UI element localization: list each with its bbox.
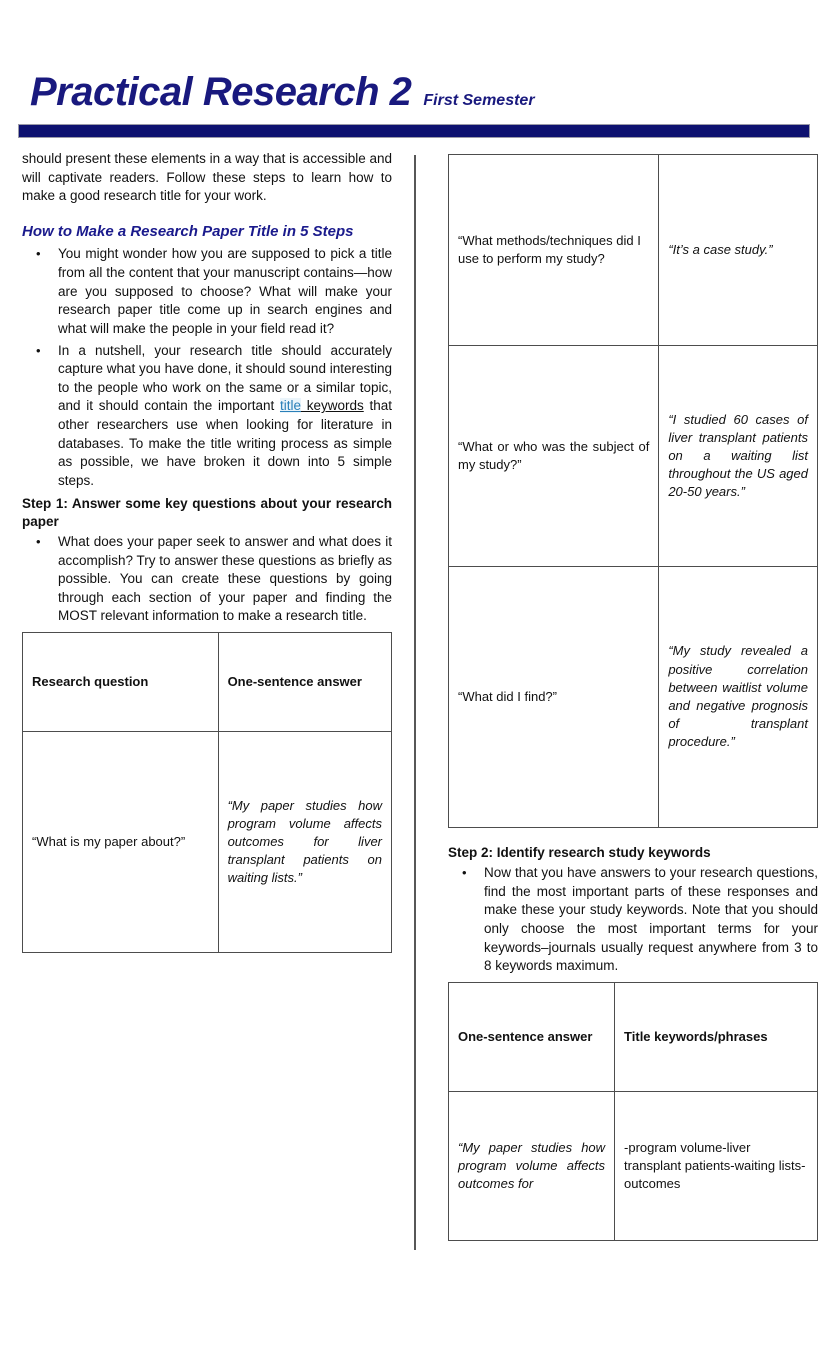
header-title-row — [30, 72, 535, 112]
document-header — [0, 0, 828, 150]
table-row — [449, 1091, 818, 1240]
table-row — [449, 346, 818, 567]
cell-research-question: “What or who was the subject of my study?” — [449, 346, 659, 567]
column-header-one-sentence-answer: One-sentence answer — [218, 633, 391, 732]
two-column-body — [0, 150, 828, 1270]
cell-title-keywords: -program volume-liver transplant patients-waiting lists-outcomes — [615, 1091, 818, 1240]
list-item — [58, 342, 392, 491]
table-row — [23, 732, 392, 953]
right-column — [448, 150, 818, 1241]
column-header-one-sentence-answer: One-sentence answer — [449, 982, 615, 1091]
step-2-heading: Step 2: Identify research study keywords — [448, 845, 711, 860]
cell-one-sentence-answer: “My study revealed a positive correlation between waitlist volume and negative prognosis of transplant procedure.” — [659, 567, 818, 828]
step-1-heading: Step 1: Answer some key questions about your research paper — [22, 495, 392, 529]
research-question-table-continued — [448, 154, 818, 828]
list-item: • What does your paper seek to answer and what does it accomplish? Try to answer these questions as briefly as possible. You can create these questions by going through each section of your paper and finding the MOST relevant information to make a research title. — [58, 533, 392, 626]
cell-research-question: “What is my paper about?” — [23, 732, 219, 953]
cell-one-sentence-answer: “It’s a case study.” — [659, 155, 818, 346]
cell-one-sentence-answer: “My paper studies how program volume affects outcomes for — [449, 1091, 615, 1240]
header-rule-bar — [18, 124, 810, 138]
title-keywords-link-tail[interactable]: keywords — [301, 398, 364, 414]
title-keywords-table — [448, 982, 818, 1241]
column-divider — [414, 155, 416, 1250]
cell-one-sentence-answer: “My paper studies how program volume affects outcomes for liver transplant patients on waiting lists.” — [218, 732, 391, 953]
section-heading-how-to-make-title: How to Make a Research Paper Title in 5 Steps — [22, 222, 354, 240]
research-question-table — [22, 632, 392, 953]
cell-research-question: “What did I find?” — [449, 567, 659, 828]
table-row — [449, 155, 818, 346]
bullet-text-part-1: In a nutshell, your research title should accurately capture what you have done, it should sound interesting to the people who work on the same or a similar topic, and it should contain the important — [58, 342, 392, 414]
table-header-row — [23, 633, 392, 732]
step-1-bullet-list — [22, 533, 392, 626]
page-subtitle: First Semester — [423, 92, 535, 109]
step-2-bullet-list — [448, 864, 818, 976]
column-header-research-question: Research question — [23, 633, 219, 732]
cell-one-sentence-answer: “I studied 60 cases of liver transplant patients on a waiting list throughout the US aged 20-50 years.” — [659, 346, 818, 567]
list-item: • Now that you have answers to your research questions, find the most important parts of these responses and make these your study keywords. Note that you should only choose the most important terms for your keywords–journals usually request anywhere from 3 to 8 keywords maximum. — [484, 864, 818, 976]
column-header-title-keywords: Title keywords/phrases — [615, 982, 818, 1091]
intro-bullet-list — [22, 245, 392, 490]
list-item: • You might wonder how you are supposed to pick a title from all the content that your manuscript contains—how are you supposed to choose? What will make your research paper title come up in search engines and what will make the people in your field read it? — [58, 245, 392, 338]
page-title: Practical Research 2 — [30, 70, 412, 114]
table-header-row — [449, 982, 818, 1091]
table-row — [449, 567, 818, 828]
bullet-text-part-2: that other researchers use when looking for literature in databases. To make the title writing process as simple as possible, we have broken it down into 5 simple steps. — [58, 398, 392, 488]
intro-paragraph: should present these elements in a way that is accessible and will captivate readers. Follow these steps to learn how to make a good research title for your work. — [22, 151, 392, 204]
title-keywords-link[interactable]: title — [279, 398, 301, 414]
left-column — [22, 150, 392, 953]
cell-research-question: “What methods/techniques did I use to perform my study? — [449, 155, 659, 346]
